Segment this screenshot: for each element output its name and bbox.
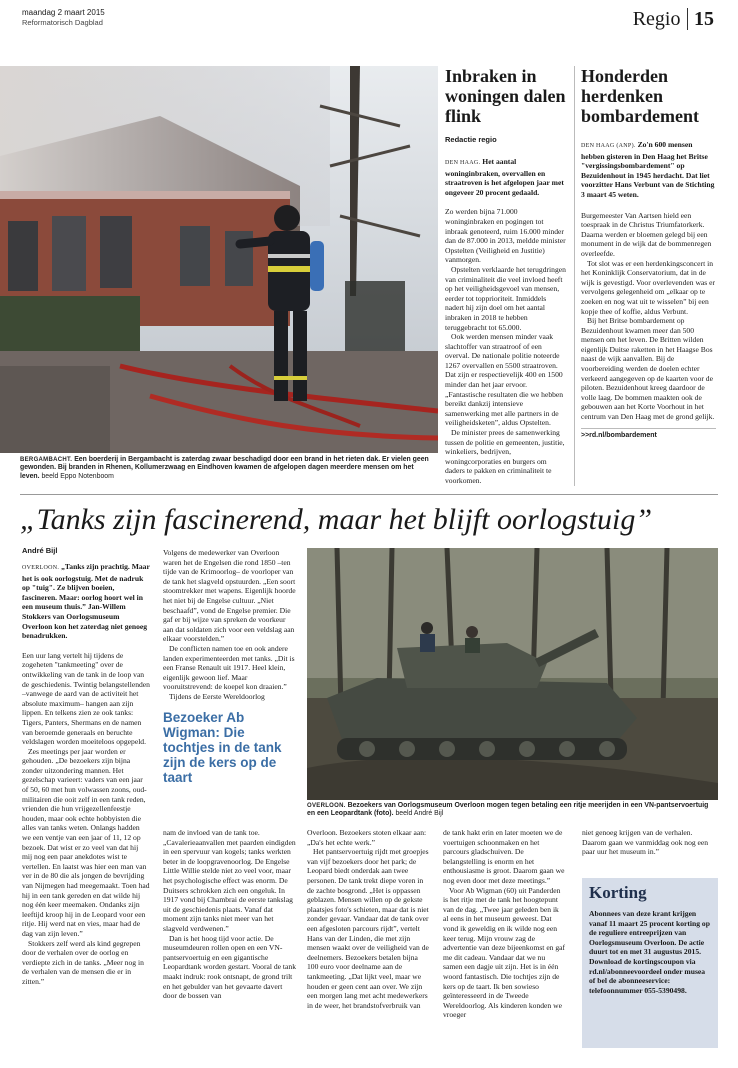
- paragraph: De conflicten namen toe en ook andere landen experimenteerden met tanks. „Dit is een Franse Renault uit 1917. Heel klein, eigenlijk gewoon lief. Maar vooruitstrevend: de koepel kon draaien.”: [163, 643, 295, 692]
- byline: André Bijl: [22, 546, 58, 555]
- paper-name: Reformatorisch Dagblad: [22, 18, 103, 27]
- tanks-column-5: [582, 828, 718, 857]
- fire-photo: [0, 66, 438, 453]
- caption-credit: beeld André Bijl: [395, 810, 444, 818]
- paragraph: Burgemeester Van Aartsen hield een toespraak in de Christus Triumfatorkerk. Daarna werden er bloemen gelegd bij een monument in de wijk dat de bommenregen overleefde.: [581, 210, 712, 258]
- article-title: Inbraken in woningen dalen flink: [445, 66, 566, 126]
- caption-place: BERGAMBACHT.: [20, 457, 73, 463]
- section-name: Regio: [632, 7, 681, 30]
- tank-photo-caption: [307, 802, 718, 819]
- article-inbraken: [445, 66, 567, 486]
- section-divider: [20, 494, 718, 495]
- korting-box: [582, 878, 718, 1048]
- byline: Redactie regio: [445, 135, 497, 144]
- box-title: Korting: [589, 883, 647, 902]
- article-lead: „Tanks zijn prachtig. Maar het is ook oorlogstuig. Met de nadruk op "tuig". Ze blijven boeien, fascineren. Maar: oorlog hoort wel in een museum thuis.” Jan-Willem Stokkers van Oorlogsmuseum Overloon kon het zaterdag niet genoeg benadrukken.: [22, 562, 150, 641]
- paragraph: Het pantservoertuig rijdt met groepjes van vijf bezoekers door het park; de Leopard biedt onderdak aan twee personen. De tank trekt diepe voren in de zachte bosgrond. „Het is oppassen geblazen. Mensen willen op de gekste plaatsjes foto's schieten, maar dat is niet zonder gevaar. Vandaar dat de tank over een afgesloten parcours rijdt”, vertelt Hans van der Linden, die met zijn mensen waakt over de veiligheid van de deelnemers. Bezoekers betalen bijna 100 euro voor deelname aan de tankmeeting. „Dat lijkt veel, maar we houden er geen cent aan over. We zijn een morgen lang met acht medewerkers in de weer, het brandstofverbruik van: [307, 847, 429, 1010]
- paragraph: Zes meetings per jaar worden er gehouden. „De bezoekers zijn bijna zonder uitzondering mannen. Het gezelschap varieert: vaders van een jaar of 50, 60 met hun volwassen zoons, oud-militairen die ooit zelf in een tank reden, vrienden die hun vrijgezellenfeestje houden, maar ook echte hobbyisten die alles van tanks weten. Onlangs hadden we een ventje van een jaar of 11, 12 op bezoek. Dat wist er zo veel van dat hij mij nog een paar anekdotes wist te vertellen. En laatst was hier een man van ver in de 80 die als jongen de bevrijding van Nijmegen had meegemaakt. Toen had hij in een tank gereden en dat wilde hij nog één keer meemaken. Ondanks zijn leeftijd kroop hij in de Leopard voor een ritje. Hij werd nat en vies, maar had de dag van zijn leven.”: [22, 746, 150, 938]
- page-number: 15: [694, 7, 714, 30]
- paragraph: de tank hakt erin en later moeten we de voertuigen schoonmaken en het parcours gladschuiven. De belangstelling is enorm en het enthousiasme is groot. Daarom gaan we nog even door met deze meetings.”: [443, 828, 565, 885]
- tank-photo-image: [307, 548, 718, 800]
- fire-photo-image: [0, 66, 438, 453]
- paragraph: Een uur lang vertelt hij tijdens de zogeheten "tankmeeting" over de ontwikkeling van de tank in de loop van de geschiedenis. Twintig belangstellenden –vanwege de aard van de activiteit het absolute maximum– hangen aan zijn lippen. En telkens zien ze ook tanks: Tigers, Panters, Shermans en de namen van beroemde generaals en beruchte veldslagen worden moeiteloos opgepeld.: [22, 650, 150, 747]
- paragraph: Zo werden bijna 71.000 woninginbraken en pogingen tot inbraak genoteerd, ruim 16.000 minder dan de 87.000 in 2013, meldde minister Opstelten (Veiligheid en Justitie) vanmorgen.: [445, 207, 566, 265]
- paragraph: Voor Ab Wigman (60) uit Panderden is het ritje met de tank het hoogtepunt van de dag. „Twee jaar geleden ben ik al eens in het museum geweest. Dat vond ik geweldig en ik wilde nog een keer terug. Mijn vrouw zag de advertentie van deze bijeenkomst en gaf me dit cadeau. Vandaar dat we nu samen een dagje uit zijn. Het is in één woord fantastisch. Die tochtjes zijn de kers op de taart. Ik ben sowieso geïnteresseerd in de Tweede Wereldoorlog. Als kinderen konden we vroeger: [443, 885, 566, 1020]
- article-bombardement: [581, 66, 716, 439]
- paragraph: Opstelten verklaarde het terugdringen van criminaliteit die veel invloed heeft op het veiligheidsgevoel van mensen, eerder tot topprioriteit. Inmiddels nadert hij zijn doel om het aantal inbraken in 2018 te hebben teruggebracht tot 65.000.: [445, 264, 566, 332]
- paragraph: Ook werden mensen minder vaak slachtoffer van straatroof of een overval. De nationale politie noteerde 1267 overvallen en 5500 straatroven. Dat zijn er respectievelijk 400 en 1500 minder dan het jaar ervoor. „Fantastische resultaten die we hebben bereikt dankzij intensieve samenwerking met alle partners in de veiligheidsketen”, aldus Opstelten.: [445, 332, 564, 428]
- article-lead: Het aantal woninginbraken, overvallen en straatroven is het afgelopen jaar met ongeveer 20 procent gedaald.: [445, 157, 564, 197]
- paragraph: Dan is het hoog tijd voor actie. De museumdeuren rollen open en een VN-pantservoertuig en een gigantische Leopardtank worden gestart. Vooral de tank maakt indruk: rook ontsnapt, de grond trilt en het gebulder van het gevaarte davert door de bossen van: [163, 933, 296, 1001]
- caption-text: Bezoekers van Oorlogsmuseum Overloon mogen tegen betaling een ritje meerijden in een VN-pantservoertuig en een Leopardtank (foto).: [307, 802, 709, 818]
- box-text: Abonnees van deze krant krijgen vanaf 11 maart 25 procent korting op de reguliere entreeprijzen van Oorlogsmuseum Overloon. De actie duurt tot en met 31 augustus 2015. Download de kortingscoupon via rd.nl/abonneevoordeel onder musea of bel de abonneeservice: telefoonnummer 055-5390498.: [589, 909, 710, 995]
- tanks-headline: „Tanks zijn fascinerend, maar het blijft oorlogstuig”: [20, 503, 653, 536]
- tanks-column-4: [443, 828, 566, 1020]
- caption-place: OVERLOON.: [307, 803, 346, 809]
- caption-credit: beeld Eppo Notenboom: [41, 472, 114, 480]
- paragraph: niet genoeg krijgen van de verhalen. Daarom gaan we vanmiddag ook nog een paar uur het museum in.”: [582, 828, 709, 857]
- paragraph: De minister prees de samenwerking tussen de politie en gemeenten, justitie, winkeliers, bedrijven, woningcorporaties en burgers om daders te pakken en criminaliteit te voorkomen.: [445, 428, 565, 485]
- paragraph: Volgens de medewerker van Overloon waren het de Engelsen die rond 1850 –ten tijde van de Krimoorlog– de voorloper van de tank het slagveld opstuurden. „Een soort stoomtrekker met wapens. Eigenlijk hoorde het niet bij de Engelse cultuur. „Niet beschaafd”, vond de Engelse premier. Die gaf er bij wijze van spreken de voorkeur aan dat soldaten zich voor een veldslag aan elkaar voorstelden.”: [163, 548, 296, 644]
- paragraph: nam de invloed van de tank toe. „Cavalerieaanvallen met paarden eindigden in een spervuur van kogels; tanks werkten beter in de loopgravenoorlog. De Engelse Little Willie stelde niet zo veel voor, maar het psychologische effect was enorm. De Duitsers schrokken zich een ongeluk. In 1917 vond bij Chambrai de eerste tankslag uit de geschiedenis plaats. Vanaf dat moment zijn tanks niet meer van het slagveld verdwenen.”: [163, 828, 296, 933]
- dateline: DEN HAAG.: [445, 160, 481, 166]
- fire-photo-caption: [20, 456, 434, 481]
- paragraph: Overloon. Bezoekers stoten elkaar aan: „Da's het echte werk.”: [307, 828, 427, 847]
- tanks-column-3: [307, 828, 430, 1010]
- caption-text: Een boerderij in Bergambacht is zaterdag zwaar beschadigd door een brand in het rieten dak. Er vielen geen gewonden. Bij branden in Rhenen, Kollumerzwaag en Eindhoven kwamen de afgelopen dagen meerdere mensen om het leven.: [20, 456, 429, 480]
- header-divider: [687, 8, 689, 30]
- date: maandag 2 maart 2015: [22, 8, 105, 17]
- article-title: Honderden herdenken bombardement: [581, 66, 699, 126]
- article-link[interactable]: >>rd.nl/bombardement: [581, 428, 716, 439]
- column-divider: [574, 66, 575, 486]
- tank-photo: [307, 548, 718, 800]
- paragraph: Tot slot was er een herdenkingsconcert in het Koninklijk Conservatorium, dat in de wijk is gevestigd. Voor overlevenden was er vervolgens gelegenheid om „elkaar op te zoeken en nog wat uit te wisselen” bij een kopje thee of koffie, aldus Verbunt.: [581, 258, 716, 316]
- tanks-column-1: [22, 562, 150, 987]
- dateline: DEN HAAG (ANP).: [581, 143, 636, 149]
- paragraph: Stokkers zelf werd als kind gegrepen door de verhalen over de oorlog en verdiepte zich in de tanks. „Meer nog in de verhalen van de mensen die er in zitten.”: [22, 938, 144, 986]
- paragraph: Tijdens de Eerste Wereldoorlog: [169, 691, 265, 701]
- article-lead: Zo'n 600 mensen hebben gisteren in Den Haag het Britse "vergissingsbombardement" op Bezuidenhout in 1945 herdacht. Dat liet voorzitter Hans Verbunt van de Stichting 3 maart 45 weten.: [581, 140, 715, 199]
- pull-quote: Bezoeker Ab Wigman: Die tochtjes in de tank zijn de kers op de taart: [163, 709, 282, 785]
- tanks-column-2: [163, 548, 296, 785]
- dateline: OVERLOON.: [22, 565, 60, 571]
- tanks-column-2b: [163, 828, 296, 1001]
- paragraph: Bij het Britse bombardement op Bezuidenhout kwamen meer dan 500 mensen om het leven. De Britten wilden eigenlijk Duitse raketten in het Haagse Bos naast de wijk aanvallen. Bij de voorbereiding werden de doelen echter verkeerd aangegeven op de kaarten voor de piloten. Bezuidenhout kreeg daardoor de volle laag. De bommen maakten ook de gebouwen aan het Korte Voorhout in het centrum van Den Haag met de grond gelijk.: [581, 316, 715, 422]
